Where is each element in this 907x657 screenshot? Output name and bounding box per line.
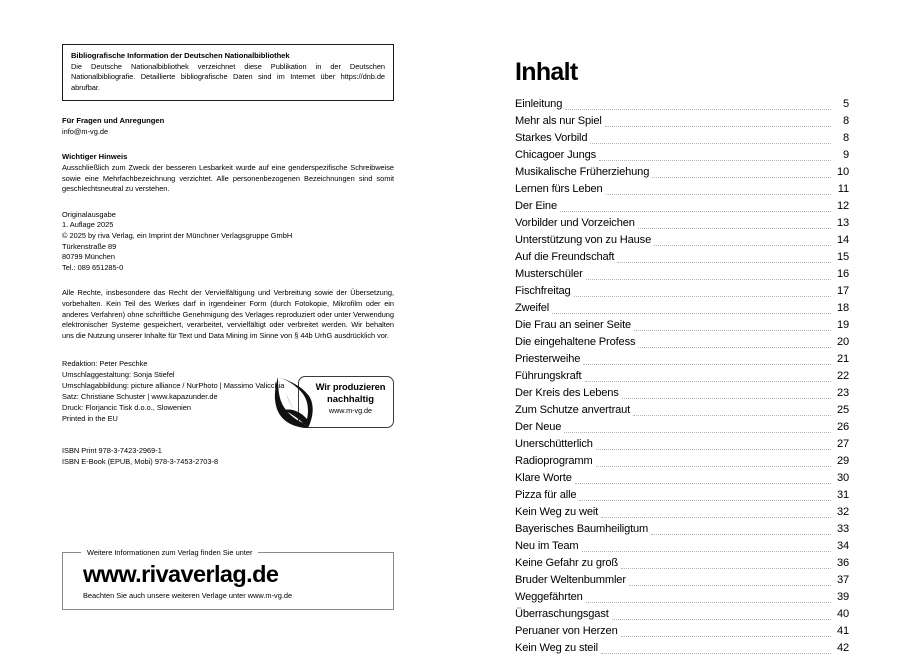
toc-entry-label: Radioprogramm — [515, 455, 593, 467]
toc-entry[interactable] — [515, 113, 849, 130]
toc-entry[interactable] — [515, 487, 849, 504]
toc-entry[interactable] — [515, 572, 849, 589]
edition-block — [62, 210, 394, 274]
credit-editor: Redaktion: Peter Peschke — [62, 359, 148, 369]
toc-entry-page-number: 27 — [836, 438, 849, 450]
toc-leader-dots — [654, 244, 831, 246]
isbn-ebook: ISBN E-Book (EPUB, Mobi) 978-3-7453-2703-8 — [62, 456, 219, 466]
notice-block — [62, 152, 394, 194]
toc-entry-page-number: 32 — [836, 506, 849, 518]
toc-entry[interactable] — [515, 521, 849, 538]
toc-leader-dots — [590, 142, 831, 144]
dnb-box-title: Bibliografische Information der Deutschen Nationalbibliothek — [71, 51, 290, 60]
credit-cover-design: Umschlaggestaltung: Sonja Stiefel — [62, 370, 175, 380]
dnb-information-box — [62, 44, 394, 101]
toc-entry[interactable] — [515, 300, 849, 317]
toc-entry-page-number: 42 — [836, 642, 849, 654]
toc-leader-dots — [638, 346, 831, 348]
toc-entry[interactable] — [515, 470, 849, 487]
toc-leader-dots — [612, 618, 831, 620]
toc-leader-dots — [596, 448, 831, 450]
toc-leader-dots — [605, 125, 831, 127]
table-of-contents-page — [515, 58, 849, 657]
toc-leader-dots — [575, 482, 831, 484]
toc-leader-dots — [638, 227, 831, 229]
toc-leader-dots — [565, 108, 831, 110]
toc-entry-page-number: 31 — [836, 489, 849, 501]
toc-entry-label: Musikalische Früherziehung — [515, 166, 650, 178]
notice-heading: Wichtiger Hinweis — [62, 152, 128, 162]
toc-entry-page-number: 8 — [842, 132, 849, 144]
toc-entry-label: Bayerisches Baumheiligtum — [515, 523, 649, 535]
toc-entry[interactable] — [515, 96, 849, 113]
toc-entry[interactable] — [515, 402, 849, 419]
toc-entry[interactable] — [515, 640, 849, 657]
toc-entry[interactable] — [515, 266, 849, 283]
toc-entry-label: Auf die Freundschaft — [515, 251, 615, 263]
imprint-page — [62, 44, 394, 468]
toc-entry-label: Fischfreitag — [515, 285, 571, 297]
toc-entry-page-number: 9 — [842, 149, 849, 161]
toc-entry-label: Mehr als nur Spiel — [515, 115, 602, 127]
toc-entry[interactable] — [515, 164, 849, 181]
toc-leader-dots — [601, 516, 831, 518]
toc-entry-page-number: 36 — [836, 557, 849, 569]
isbn-block — [62, 446, 394, 467]
toc-entry-page-number: 13 — [836, 217, 849, 229]
toc-entry-page-number: 30 — [836, 472, 849, 484]
seal-line-1: Wir produzieren — [315, 381, 386, 393]
toc-entry[interactable] — [515, 589, 849, 606]
contact-heading: Für Fragen und Anregungen — [62, 116, 165, 126]
toc-leader-dots — [651, 533, 831, 535]
toc-entry-label: Priesterweihe — [515, 353, 581, 365]
toc-entry-label: Pizza für alle — [515, 489, 577, 501]
toc-entry-page-number: 21 — [836, 353, 849, 365]
toc-leader-dots — [633, 414, 831, 416]
toc-entry-page-number: 23 — [836, 387, 849, 399]
toc-entry[interactable] — [515, 453, 849, 470]
toc-leader-dots — [634, 329, 831, 331]
toc-entry-page-number: 15 — [836, 251, 849, 263]
credit-cover-image: Umschlagabbildung: picture alliance / NurPhoto | Massimo Valicchia — [62, 381, 285, 391]
toc-entry-label: Chicagoer Jungs — [515, 149, 597, 161]
toc-entry-page-number: 34 — [836, 540, 849, 552]
toc-entry-page-number: 20 — [836, 336, 849, 348]
edition-line-printing: 1. Auflage 2025 — [62, 220, 114, 230]
page-title: Inhalt — [515, 58, 578, 86]
credits-and-seal-row — [62, 358, 394, 424]
toc-leader-dots — [621, 635, 831, 637]
toc-entry-page-number: 12 — [836, 200, 849, 212]
toc-entry-page-number: 19 — [836, 319, 849, 331]
seal-line-3: www.m-vg.de — [328, 406, 373, 416]
toc-entry-page-number: 18 — [836, 302, 849, 314]
toc-entry-page-number: 14 — [836, 234, 849, 246]
toc-entry-page-number: 33 — [836, 523, 849, 535]
toc-leader-dots — [574, 295, 831, 297]
toc-leader-dots — [552, 312, 831, 314]
toc-entry-label: Führungskraft — [515, 370, 582, 382]
toc-entry-label: Einleitung — [515, 98, 563, 110]
toc-leader-dots — [622, 397, 831, 399]
credit-printing: Druck: Florjancic Tisk d.o.o., Slowenien — [62, 403, 191, 413]
toc-entry-label: Bruder Weltenbummler — [515, 574, 626, 586]
toc-entry-page-number: 40 — [836, 608, 849, 620]
toc-leader-dots — [652, 176, 831, 178]
toc-leader-dots — [579, 499, 831, 501]
toc-leader-dots — [599, 159, 831, 161]
toc-entry[interactable] — [515, 147, 849, 164]
publisher-box-subline: Beachten Sie auch unsere weiteren Verlage unter www.m-vg.de — [83, 591, 293, 600]
toc-entry-label: Die Frau an seiner Seite — [515, 319, 632, 331]
sustainability-seal-text — [312, 381, 389, 416]
toc-entry[interactable] — [515, 385, 849, 402]
toc-list — [515, 96, 849, 657]
toc-leader-dots — [586, 601, 831, 603]
contact-email: info@m-vg.de — [62, 126, 109, 136]
toc-entry-label: Klare Worte — [515, 472, 572, 484]
toc-entry-page-number: 29 — [836, 455, 849, 467]
toc-leader-dots — [617, 261, 831, 263]
publisher-website-url[interactable]: www.rivaverlag.de — [83, 561, 279, 587]
toc-entry-label: Die eingehaltene Profess — [515, 336, 636, 348]
notice-body: Ausschließlich zum Zweck der besseren Lesbarkeit wurde auf eine genderspezifische Schreibweise sowie eine Mehrfachbezeichnung verzichtet. Alle personenbezogenen Bezeichnungen sind somit geschlechtsneutral zu verstehen. — [62, 163, 394, 194]
toc-entry[interactable] — [515, 232, 849, 249]
toc-entry-label: Lernen fürs Leben — [515, 183, 603, 195]
toc-entry-page-number: 8 — [842, 115, 849, 127]
toc-entry[interactable] — [515, 606, 849, 623]
toc-entry[interactable] — [515, 419, 849, 436]
edition-line-street: Türkenstraße 89 — [62, 241, 117, 251]
toc-leader-dots — [621, 567, 831, 569]
toc-entry[interactable] — [515, 130, 849, 147]
seal-line-2: nachhaltig — [327, 392, 374, 404]
toc-entry-page-number: 16 — [836, 268, 849, 280]
toc-entry-label: Unterstützung von zu Hause — [515, 234, 652, 246]
toc-entry-label: Der Eine — [515, 200, 557, 212]
toc-leader-dots — [582, 550, 832, 552]
toc-leader-dots — [564, 431, 831, 433]
toc-entry-label: Peruaner von Herzen — [515, 625, 618, 637]
toc-entry-label: Weggefährten — [515, 591, 583, 603]
publisher-info-box — [62, 548, 394, 610]
edition-line-original: Originalausgabe — [62, 209, 116, 219]
toc-entry-page-number: 37 — [836, 574, 849, 586]
toc-entry-label: Musterschüler — [515, 268, 583, 280]
contact-block — [62, 116, 394, 137]
toc-leader-dots — [596, 465, 831, 467]
toc-entry-label: Neu im Team — [515, 540, 579, 552]
edition-line-phone: Tel.: 089 651285-0 — [62, 262, 124, 272]
rights-block — [62, 288, 394, 341]
toc-entry-page-number: 17 — [836, 285, 849, 297]
toc-entry[interactable] — [515, 215, 849, 232]
toc-entry-label: Starkes Vorbild — [515, 132, 588, 144]
isbn-print: ISBN Print 978-3-7423-2969-1 — [62, 446, 162, 456]
toc-entry-label: Keine Gefahr zu groß — [515, 557, 619, 569]
toc-entry-page-number: 10 — [836, 166, 849, 178]
toc-entry-label: Zum Schutze anvertraut — [515, 404, 631, 416]
toc-entry[interactable] — [515, 504, 849, 521]
toc-entry-label: Der Kreis des Lebens — [515, 387, 619, 399]
toc-entry[interactable] — [515, 283, 849, 300]
toc-leader-dots — [606, 193, 831, 195]
toc-entry-label: Kein Weg zu steil — [515, 642, 598, 654]
dnb-box-body: Die Deutsche Nationalbibliothek verzeichnet diese Publikation in der Deutschen Nationalbibliografie. Detaillierte bibliografische Daten sind im Internet über https://dnb.de abrufbar. — [71, 61, 385, 92]
toc-entry[interactable] — [515, 555, 849, 572]
toc-entry-label: Unerschütterlich — [515, 438, 593, 450]
toc-entry-label: Kein Weg zu weit — [515, 506, 599, 518]
sustainability-seal — [272, 374, 394, 430]
toc-entry-page-number: 26 — [836, 421, 849, 433]
toc-entry[interactable] — [515, 351, 849, 368]
rights-paragraph: Alle Rechte, insbesondere das Recht der Vervielfältigung und Verbreitung sowie der Übersetzung, vorbehalten. Kein Teil des Werkes darf in irgendeiner Form (durch Fotokopie, Mikrofilm oder ein anderes Verfahren) ohne schriftliche Genehmigung des Verlages reproduziert oder unter Verwendung elektronischer Systeme gespeichert, verarbeitet, vervielfältigt oder verbreitet werden. Wir behalten uns die Nutzung unserer Inhalte für Text und Data Mining im Sinne von § 44b UrhG ausdrücklich vor. — [62, 288, 394, 340]
toc-entry-label: Zweifel — [515, 302, 550, 314]
toc-leader-dots — [601, 652, 831, 654]
credit-printed-in: Printed in the EU — [62, 414, 118, 424]
toc-leader-dots — [629, 584, 831, 586]
toc-entry-page-number: 11 — [837, 183, 849, 195]
toc-entry-page-number: 41 — [836, 625, 849, 637]
toc-entry-label: Der Neue — [515, 421, 562, 433]
toc-entry[interactable] — [515, 249, 849, 266]
edition-line-city: 80799 München — [62, 252, 116, 262]
toc-entry[interactable] — [515, 198, 849, 215]
toc-entry[interactable] — [515, 623, 849, 640]
toc-entry-page-number: 39 — [836, 591, 849, 603]
toc-entry[interactable] — [515, 334, 849, 351]
toc-entry[interactable] — [515, 538, 849, 555]
credit-typesetting: Satz: Christiane Schuster | www.kapazunder.de — [62, 392, 218, 402]
toc-leader-dots — [586, 278, 831, 280]
toc-entry-label: Überraschungsgast — [515, 608, 609, 620]
toc-leader-dots — [585, 380, 832, 382]
toc-entry-label: Vorbilder und Vorzeichen — [515, 217, 635, 229]
toc-entry[interactable] — [515, 436, 849, 453]
toc-entry[interactable] — [515, 181, 849, 198]
toc-entry[interactable] — [515, 317, 849, 334]
toc-leader-dots — [583, 363, 831, 365]
toc-entry-page-number: 25 — [836, 404, 849, 416]
toc-leader-dots — [560, 210, 831, 212]
toc-entry[interactable] — [515, 368, 849, 385]
edition-line-copyright: © 2025 by riva Verlag, ein Imprint der Münchner Verlagsgruppe GmbH — [62, 231, 293, 241]
toc-entry-page-number: 5 — [842, 98, 849, 110]
publisher-box-legend: Weitere Informationen zum Verlag finden Sie unter — [87, 548, 253, 557]
toc-entry-page-number: 22 — [836, 370, 849, 382]
